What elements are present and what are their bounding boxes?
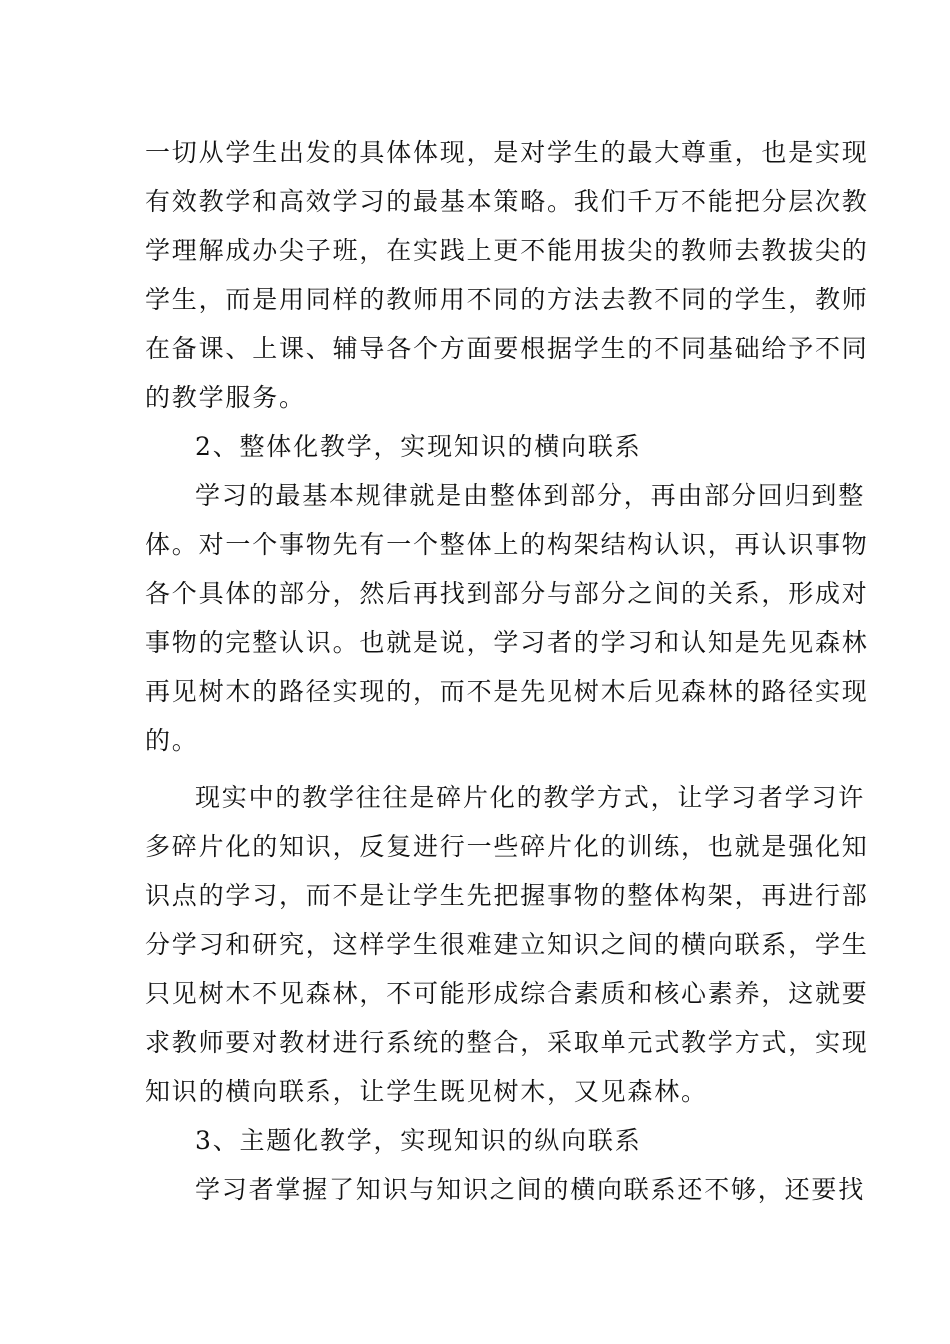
text-line: 学习者掌握了知识与知识之间的横向联系还不够，还要找 [195, 1175, 866, 1204]
text-line: 的教学服务。 [145, 383, 306, 412]
paragraph [145, 1165, 866, 1214]
paragraph-continued [145, 128, 869, 422]
text-line: 在备课、上课、辅导各个方面要根据学生的不同基础给予不同 [145, 334, 869, 363]
text-line: 再见树木的路径实现的，而不是先见树木后见森林的路径实现 [145, 677, 869, 706]
text-line: 学理解成办尖子班，在实践上更不能用拔尖的教师去教拔尖的 [145, 236, 869, 265]
heading-text: 3、主题化教学，实现知识的纵向联系 [195, 1126, 642, 1155]
text-line: 体。对一个事物先有一个整体上的构架结构认识，再认识事物 [145, 530, 869, 559]
text-line: 各个具体的部分，然后再找到部分与部分之间的关系，形成对 [145, 579, 869, 608]
text-line: 的。 [145, 726, 199, 755]
text-line: 求教师要对教材进行系统的整合，采取单元式教学方式，实现 [145, 1028, 869, 1057]
text-line: 事物的完整认识。也就是说，学习者的学习和认知是先见森林 [145, 628, 869, 657]
text-line: 有效教学和高效学习的最基本策略。我们千万不能把分层次教 [145, 187, 869, 216]
paragraph [145, 773, 869, 1116]
text-line: 分学习和研究，这样学生很难建立知识之间的横向联系，学生 [145, 930, 869, 959]
heading-text: 2、整体化教学，实现知识的横向联系 [195, 432, 642, 461]
document-body [145, 128, 869, 1214]
section-heading-3 [145, 1116, 815, 1165]
section-heading-2 [145, 422, 815, 471]
text-line: 只见树木不见森林，不可能形成综合素质和核心素养，这就要 [145, 979, 869, 1008]
text-line: 学习的最基本规律就是由整体到部分，再由部分回归到整 [195, 481, 866, 510]
text-line: 现实中的教学往往是碎片化的教学方式，让学习者学习许 [195, 783, 866, 812]
text-line: 知识的横向联系，让学生既见树木，又见森林。 [145, 1077, 708, 1106]
text-line: 多碎片化的知识，反复进行一些碎片化的训练，也就是强化知 [145, 832, 869, 861]
text-line: 一切从学生出发的具体体现，是对学生的最大尊重，也是实现 [145, 138, 869, 167]
text-line: 学生，而是用同样的教师用不同的方法去教不同的学生，教师 [145, 285, 869, 314]
text-line: 识点的学习，而不是让学生先把握事物的整体构架，再进行部 [145, 881, 869, 910]
paragraph [145, 471, 869, 765]
